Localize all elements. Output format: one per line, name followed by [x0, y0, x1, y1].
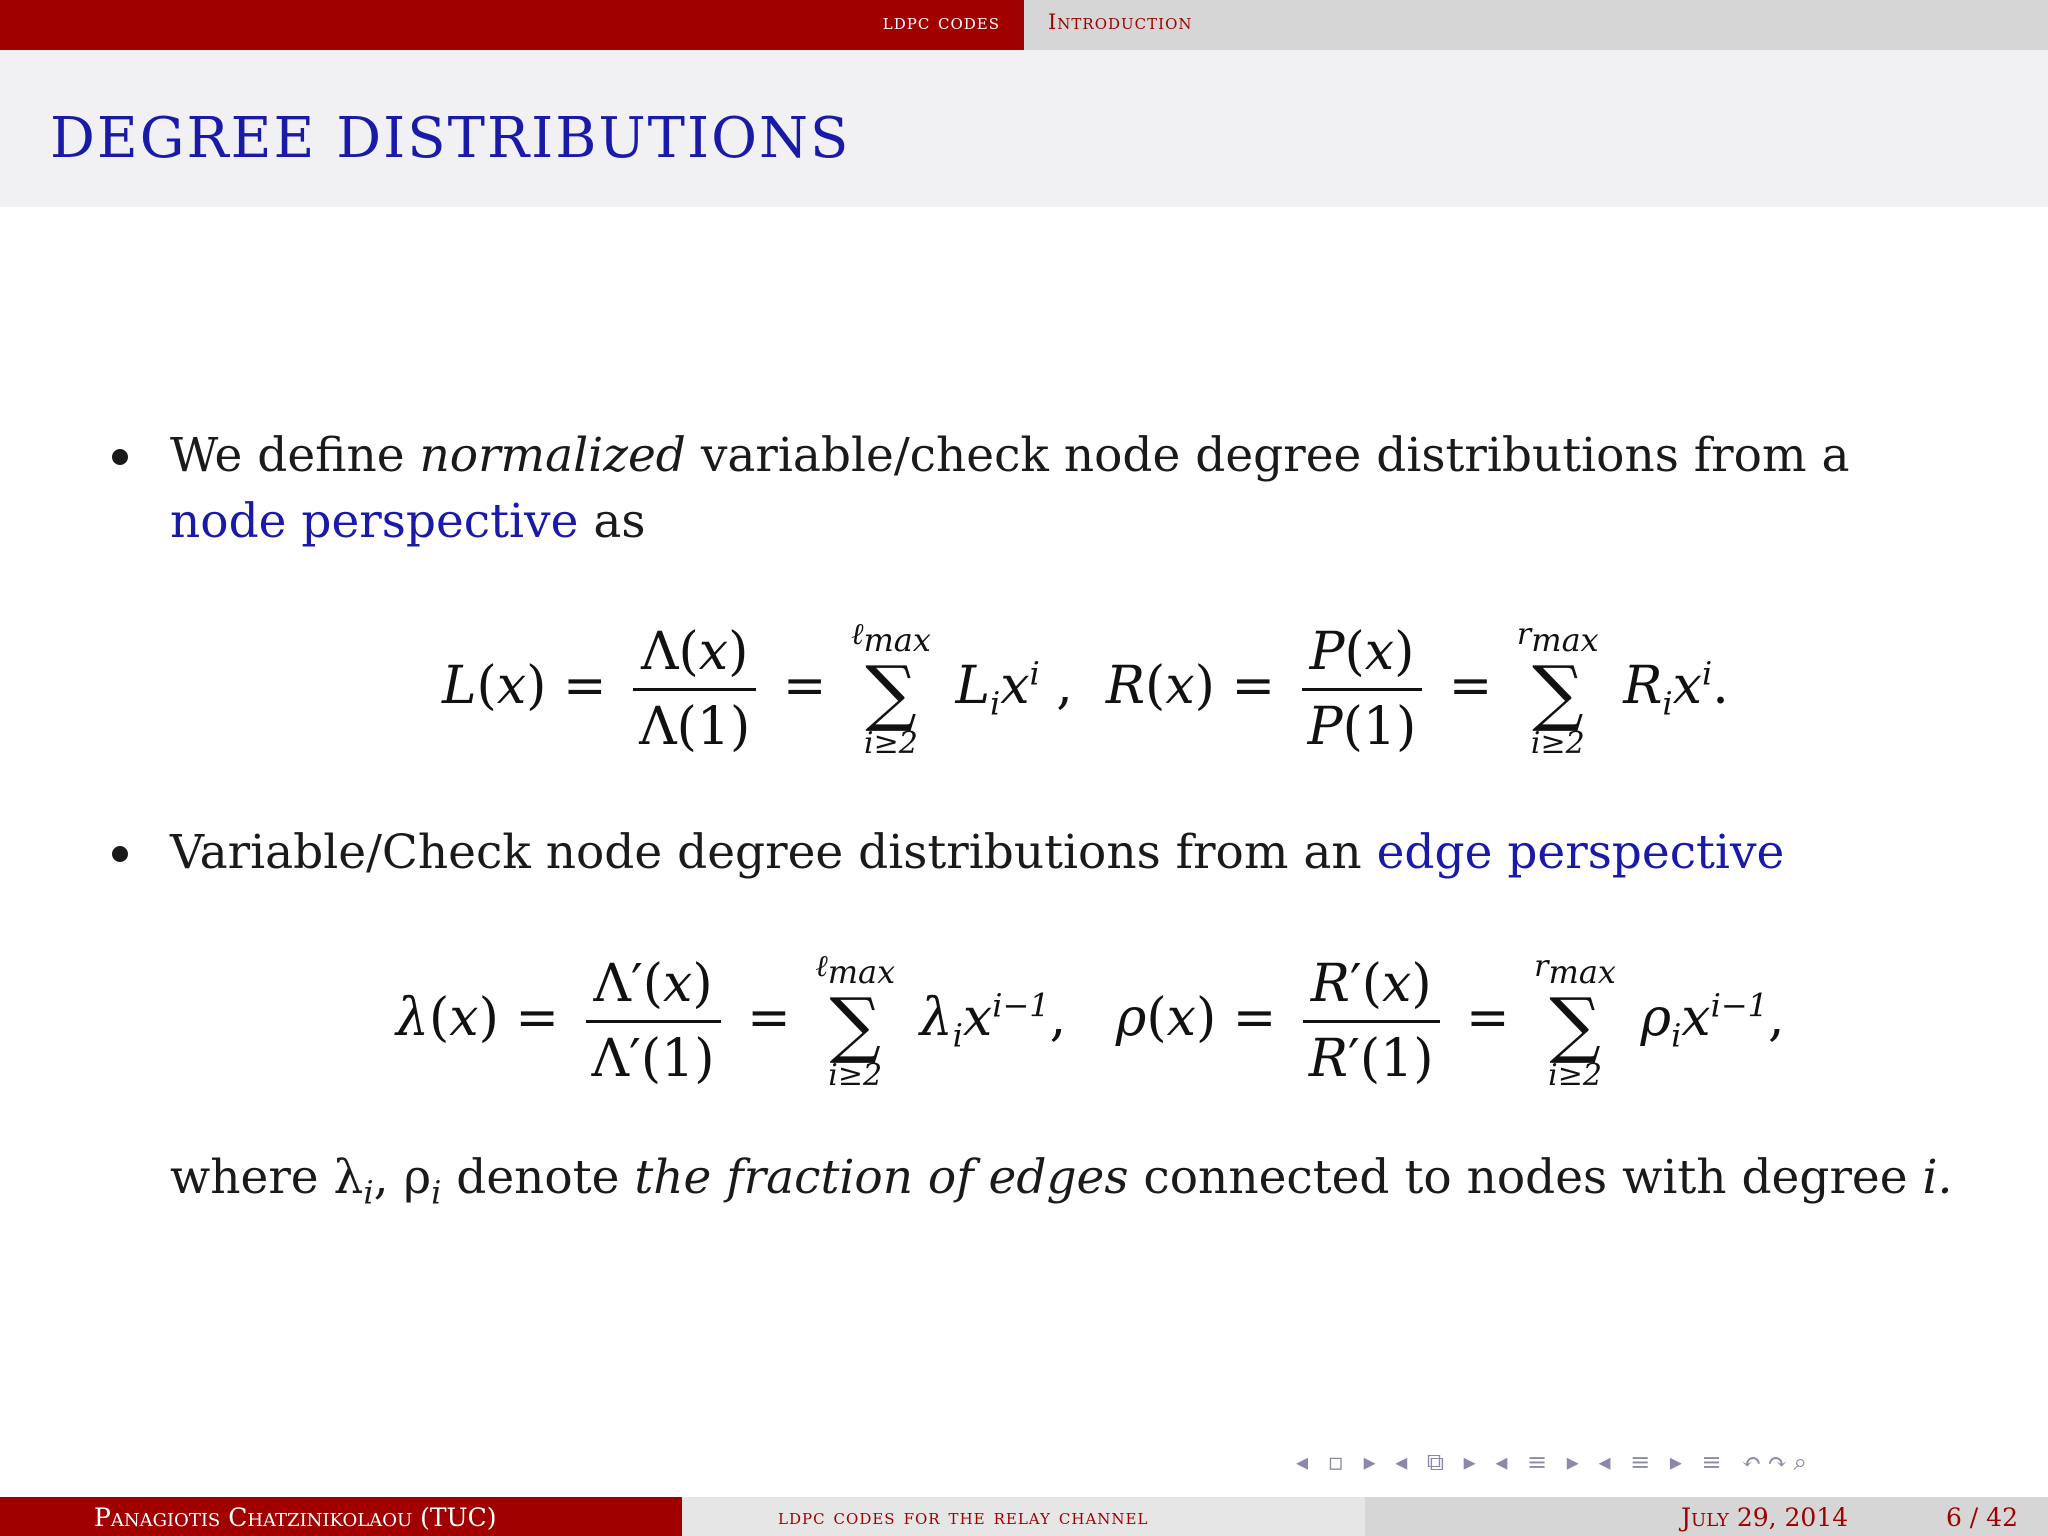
- top-navigation-bar: [0, 0, 2048, 50]
- section-link[interactable]: ldpc codes: [882, 10, 1000, 34]
- bullet-icon: [112, 449, 128, 465]
- where-statement: where $\lambda_i$, $\rho_i$ denote the fraction of edges connected to nodes with degree i.: [170, 1150, 1953, 1212]
- footer-author-area: [0, 1497, 682, 1536]
- footer-bar: [0, 1497, 2048, 1536]
- footer-talk-title: ldpc codes for the relay channel: [778, 1505, 1149, 1530]
- subsection-header-area: [1024, 0, 2048, 50]
- bullet-text-2: Variable/Check node degree distributions from an edge perspective: [170, 825, 1785, 880]
- footer-title-area: [682, 1497, 1365, 1536]
- slide-title: DEGREE DISTRIBUTIONS: [50, 106, 851, 171]
- bullet-text-1: We define normalized variable/check node degree distributions from a node perspective as: [170, 428, 1850, 549]
- footer-page-number: 6 / 42: [1945, 1503, 2018, 1532]
- footer-author: Panagiotis Chatzinikolaou (TUC): [94, 1503, 497, 1532]
- title-band: [0, 50, 2048, 207]
- node-perspective-highlight: node perspective: [170, 494, 579, 549]
- node-degree-formula: L(x) = $\frac{\Lambda(x)}{\Lambda(1)}$ = ℓ$_{max}$ ∑ i≥2 $L_ix^i$ , R(x) = $\frac{P(x)}{P(1)}$ = $r_{max}$ ∑ i≥2 $R_ix^i$.: [442, 617, 1729, 761]
- bullet-icon: [112, 846, 128, 862]
- section-header-area: [0, 0, 1024, 50]
- edge-degree-formula: λ(x) = $\frac{\Lambda'(x)}{\Lambda'(1)}$ = ℓ$_{max}$ ∑ i≥2 $\lambda_ix^{i-1}$, ρ(x) = $\frac{R'(x)}{R'(1)}$ = $r_{max}$ ∑ i≥2 $\rho_ix^{i-1}$,: [396, 949, 1785, 1093]
- footer-date-area: [1365, 1497, 2048, 1536]
- beamer-navigation-icons[interactable]: ◂ ▫ ▸ ◂ ⧉ ▸ ◂ ≡ ▸ ◂ ≡ ▸ ≡ ↶↷⌕: [1296, 1448, 1813, 1476]
- footer-date: July 29, 2014: [1681, 1503, 1849, 1532]
- edge-perspective-highlight: edge perspective: [1376, 825, 1785, 880]
- subsection-link[interactable]: Introduction: [1048, 10, 1193, 34]
